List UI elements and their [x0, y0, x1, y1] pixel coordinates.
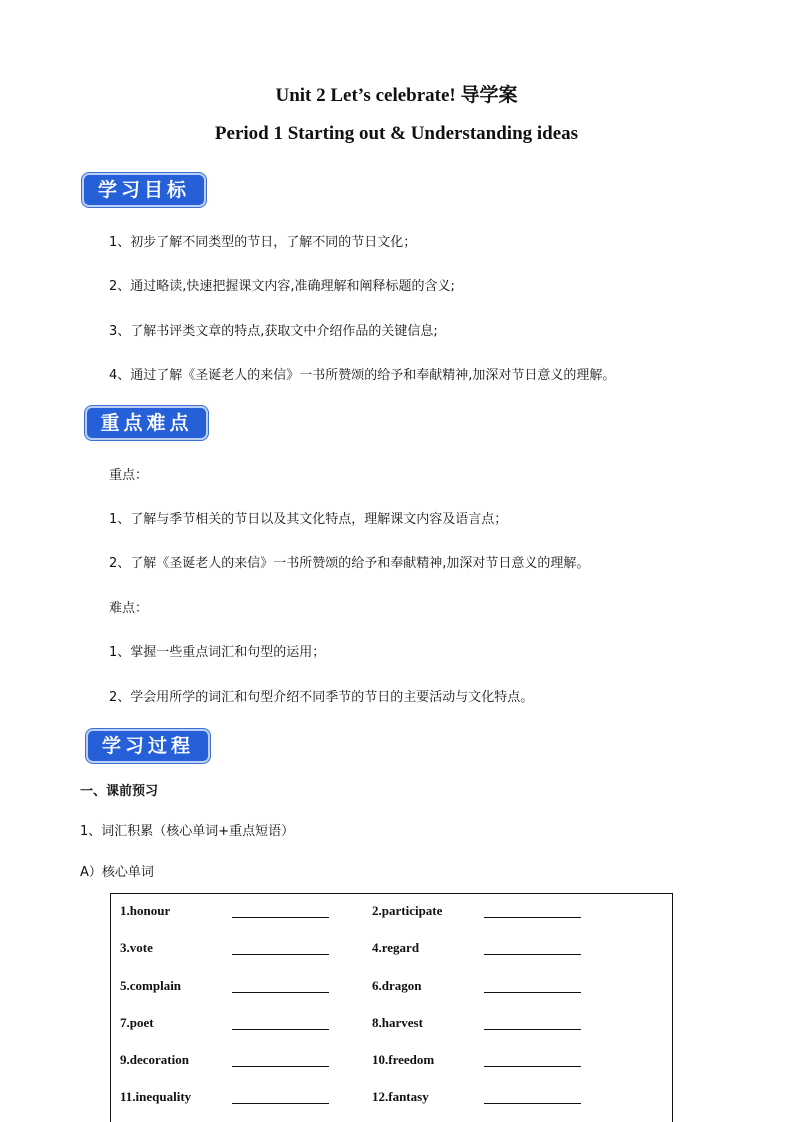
vocab-word: 4.regard [372, 940, 420, 955]
answer-blank[interactable] [232, 917, 329, 918]
page-subtitle: Period 1 Starting out & Understanding ideas [214, 123, 579, 144]
vocab-word: 7.poet [120, 1015, 154, 1030]
key-points-badge: 重点难点 [85, 406, 208, 440]
vocab-word: 2.participate [372, 903, 443, 918]
vocab-heading: 1、词汇积累（核心单词+重点短语） [80, 824, 295, 839]
difficulty-item: 1、掌握一些重点词汇和句型的运用； [109, 645, 326, 660]
vocab-word: 12.fantasy [372, 1089, 429, 1104]
objective-item: 2、通过略读,快速把握课文内容,准确理解和阐释标题的含义; [109, 279, 455, 294]
vocab-word: 3.vote [120, 940, 153, 955]
answer-blank[interactable] [232, 992, 329, 993]
answer-blank[interactable] [232, 954, 329, 955]
answer-blank[interactable] [484, 992, 581, 993]
answer-blank[interactable] [484, 917, 581, 918]
focus-item: 1、了解与季节相关的节日以及其文化特点，理解课文内容及语言点； [109, 512, 508, 527]
objective-item: 1、初步了解不同类型的节日，了解不同的节日文化； [109, 235, 417, 250]
vocab-word: 1.honour [120, 903, 171, 918]
core-words-heading: A）核心单词 [80, 865, 154, 880]
process-badge: 学习过程 [86, 729, 210, 763]
focus-label: 重点： [109, 468, 149, 483]
answer-blank[interactable] [484, 1029, 581, 1030]
difficulty-item: 2、学会用所学的词汇和句型介绍不同季节的节日的主要活动与文化特点。 [109, 690, 534, 705]
answer-blank[interactable] [232, 1066, 329, 1067]
difficulty-label: 难点： [109, 601, 149, 616]
answer-blank[interactable] [484, 1103, 581, 1104]
vocab-word: 8.harvest [372, 1015, 423, 1030]
vocab-table [110, 893, 673, 1122]
answer-blank[interactable] [484, 954, 581, 955]
objective-item: 3、了解书评类文章的特点,获取文中介绍作品的关键信息; [109, 324, 438, 339]
vocab-word: 5.complain [120, 978, 182, 993]
page-title: Unit 2 Let’s celebrate! 导学案 [275, 85, 518, 106]
focus-item: 2、了解《圣诞老人的来信》一书所赞颂的给予和奉献精神,加深对节日意义的理解。 [109, 556, 590, 571]
vocab-word: 9.decoration [120, 1052, 189, 1067]
objective-item: 4、通过了解《圣诞老人的来信》一书所赞颂的给予和奉献精神,加深对节日意义的理解。 [109, 368, 616, 383]
answer-blank[interactable] [232, 1029, 329, 1030]
section-heading: 一、课前预习 [80, 784, 159, 799]
vocab-word: 10.freedom [372, 1052, 435, 1067]
answer-blank[interactable] [232, 1103, 329, 1104]
objectives-badge: 学习目标 [82, 173, 206, 207]
vocab-word: 11.inequality [120, 1089, 192, 1104]
answer-blank[interactable] [484, 1066, 581, 1067]
vocab-word: 6.dragon [372, 978, 422, 993]
